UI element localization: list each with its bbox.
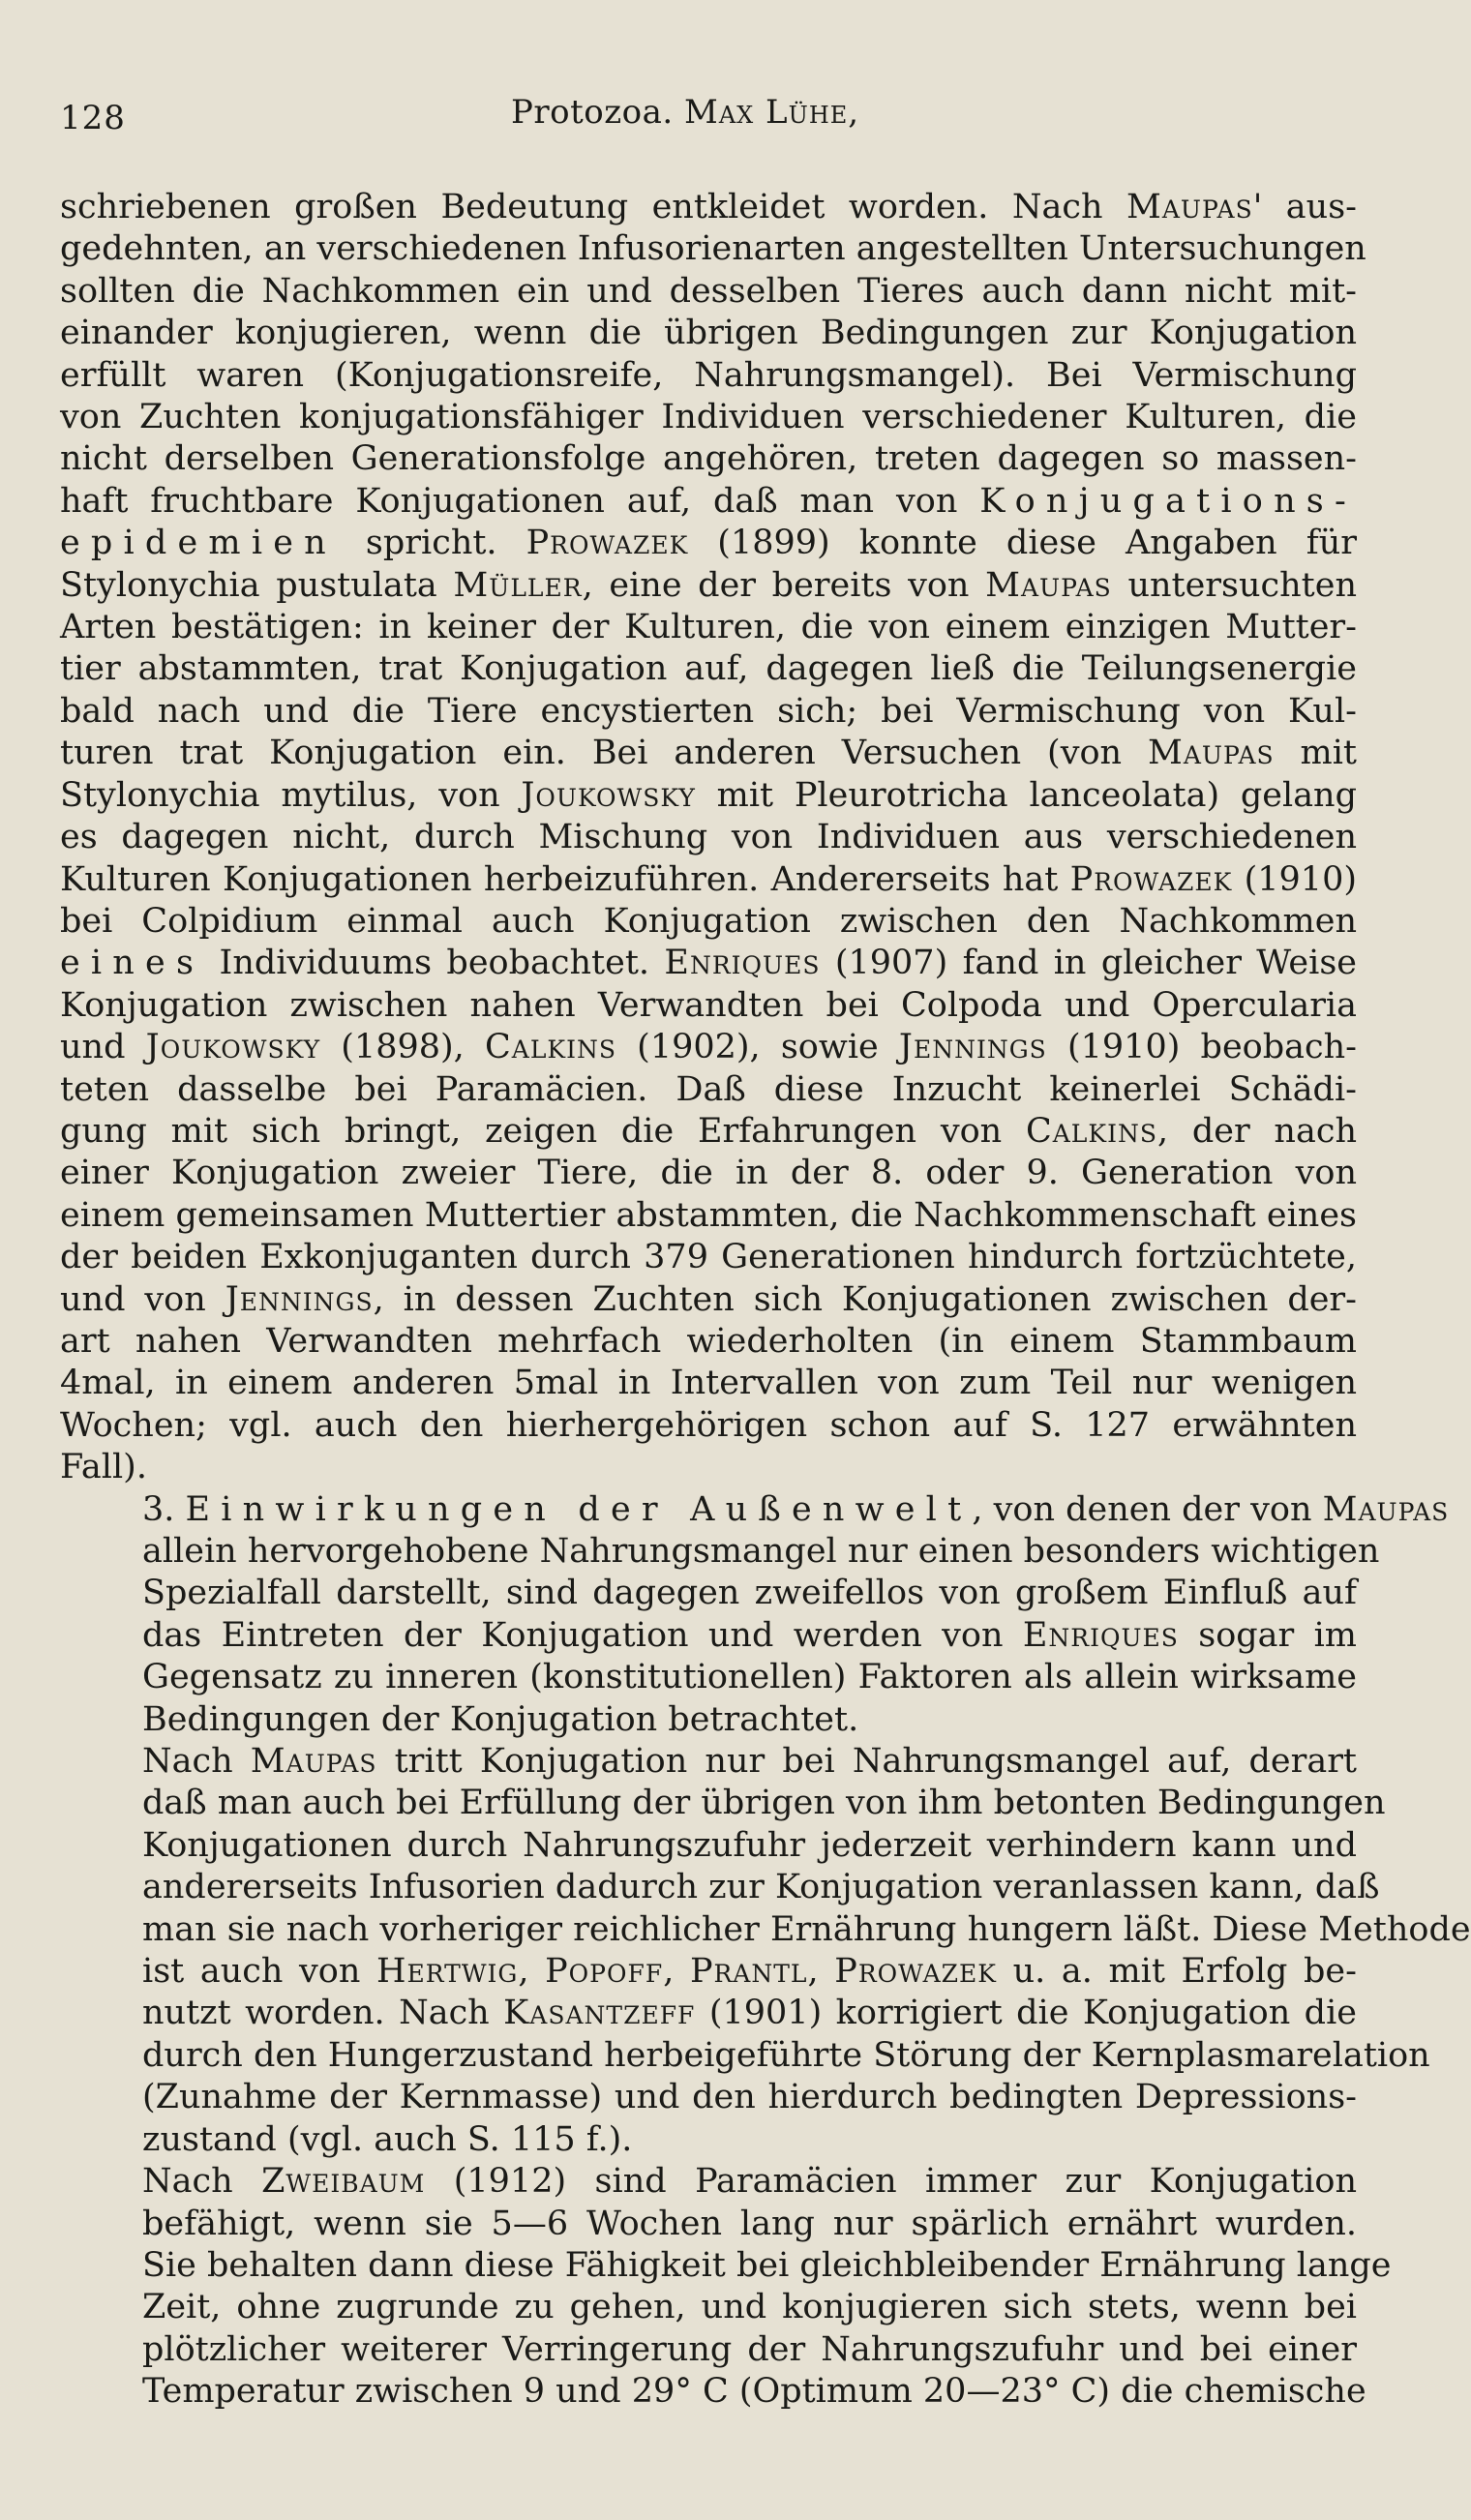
text-run: zustand (vgl. auch S. 115 f.). <box>142 2119 633 2159</box>
text-run: mit <box>1274 734 1357 773</box>
text-run: daß man auch bei Erfüllung der übrigen von ihm betonten Bedingungen <box>142 1784 1386 1823</box>
section-title: Protozoa. <box>511 93 674 132</box>
author-citation: Zweibaum <box>261 2162 426 2202</box>
text-run: sollten die Nachkommen ein und desselben Tieres auch dann nicht mit- <box>60 271 1357 311</box>
text-line <box>60 2161 1357 2203</box>
text-run: man sie nach vorheriger reichlicher Ernährung hungern läßt. Diese Methode <box>142 1909 1471 1949</box>
text-run: , der nach <box>1156 1111 1357 1151</box>
text-line <box>60 985 1357 1027</box>
text-run: haft fruchtbare Konjugationen auf, daß man von <box>60 481 980 521</box>
text-line <box>60 1657 1357 1698</box>
author-citation: Prowazek <box>525 524 689 563</box>
text-run: art nahen Verwandten mehrfach wiederholten (in einem Stammbaum <box>60 1321 1357 1361</box>
text-run: , <box>518 1952 546 1992</box>
text-run: (Zunahme der Kernmasse) und den hierdurch bedingten Depressions- <box>142 2078 1357 2117</box>
text-run: untersuchten <box>1111 565 1357 605</box>
text-line <box>60 1951 1357 1993</box>
text-line <box>60 607 1357 648</box>
text-run: u. a. mit Erfolg be- <box>996 1952 1357 1992</box>
text-run: (1912) sind Paramäcien immer zur Konjugation <box>425 2162 1358 2202</box>
text-line <box>60 2035 1430 2077</box>
text-run: erfüllt waren (Konjugationsreife, Nahrungsmangel). Bei Vermischung <box>60 355 1357 395</box>
text-line <box>60 1573 1357 1614</box>
text-run: bald nach und die Tiere encystierten sich; bei Vermischung von Kul- <box>60 691 1357 731</box>
author-citation: Jennings <box>225 1279 374 1319</box>
text-run: Wochen; vgl. auch den hierhergehörigen schon auf S. 127 erwähnten <box>60 1405 1357 1445</box>
text-run: Sie behalten dann diese Fähigkeit bei gleichbleibender Ernährung lange <box>142 2245 1392 2285</box>
text-run: plötzlicher weiterer Verringerung der Nahrungszufuhr und bei einer <box>142 2329 1357 2369</box>
text-run: , <box>807 1952 835 1992</box>
text-run: , eine der bereits von <box>582 565 986 605</box>
text-run: turen trat Konjugation ein. Bei anderen Versuchen (von <box>60 734 1148 773</box>
text-line <box>60 1405 1357 1447</box>
text-line <box>60 1153 1357 1194</box>
text-run: (1910) beobach- <box>1046 1028 1357 1067</box>
text-line <box>60 1531 1380 1573</box>
text-run: Konjugation zwischen nahen Verwandten bei Colpoda und Opercularia <box>60 985 1357 1025</box>
author-citation: Maupas <box>250 1742 377 1782</box>
text-run: Zeit, ohne zugrunde zu gehen, und konjugieren sich stets, wenn bei <box>142 2288 1357 2327</box>
text-run: einem gemeinsamen Muttertier abstammten, die Nachkommenschaft eines <box>60 1195 1357 1235</box>
author-citation: Maupas <box>1322 1489 1450 1529</box>
text-run: schriebenen großen Bedeutung entkleidet worden. Nach <box>60 188 1127 226</box>
author-citation: Joukowsky <box>145 1028 321 1067</box>
text-line <box>60 355 1357 397</box>
text-run: einander konjugieren, wenn die übrigen Bedingungen zur Konjugation <box>60 314 1357 353</box>
paragraph <box>60 2161 1392 2413</box>
text-run: Fall). <box>60 1448 147 1487</box>
text-run: allein hervorgehobene Nahrungsmangel nur einen besonders wichtigen <box>142 1532 1380 1571</box>
author-citation: Enriques <box>664 944 821 983</box>
text-line <box>60 1783 1386 1824</box>
text-line <box>60 481 1357 523</box>
text-line <box>60 271 1357 313</box>
text-line <box>60 943 1357 984</box>
text-run: es dagegen nicht, durch Mischung von Individuen aus verschiedenen <box>60 818 1357 857</box>
text-run: Individuums beobachtet. <box>204 944 665 983</box>
author-citation: Calkins <box>484 1028 616 1067</box>
text-line <box>60 2287 1357 2328</box>
text-line <box>60 1111 1357 1153</box>
text-line <box>60 187 1357 228</box>
text-run: (1902), sowie <box>615 1028 899 1067</box>
text-run: Spezialfall darstellt, sind dagegen zweifellos von großem Einfluß auf <box>142 1574 1357 1613</box>
text-line <box>60 2371 1366 2413</box>
emphasis-spaced: epidemien <box>60 524 337 563</box>
text-run: ist auch von <box>142 1952 376 1992</box>
text-line <box>60 859 1357 901</box>
author-name: Max Lühe, <box>684 93 860 132</box>
text-line <box>60 1321 1357 1363</box>
text-run: durch den Hungerzustand herbeigeführte Störung der Kernplasmarelation <box>142 2035 1430 2075</box>
text-run: Kulturen Konjugationen herbeizuführen. Andererseits hat <box>60 859 1070 899</box>
text-line <box>60 1615 1357 1657</box>
text-line <box>60 1195 1357 1237</box>
text-line <box>60 1279 1357 1321</box>
text-line <box>60 817 1357 858</box>
text-run: Nach <box>142 2162 262 2202</box>
text-line <box>60 523 1357 564</box>
text-line <box>60 2245 1392 2287</box>
paragraph <box>60 187 1366 1489</box>
text-run: andererseits Infusorien dadurch zur Konjugation veranlassen kann, daß <box>142 1868 1380 1907</box>
text-line <box>60 2119 1357 2161</box>
text-run: nutzt worden. Nach <box>142 1994 504 2033</box>
text-line <box>60 2204 1357 2245</box>
text-run: von Zuchten konjugationsfähiger Individuen verschiedener Kulturen, die <box>60 398 1357 437</box>
emphasis-spaced: eines <box>60 944 205 983</box>
text-run: gedehnten, an verschiedenen Infusorienarten angestellten Untersuchungen <box>60 229 1366 269</box>
author-citation: Maupas <box>985 565 1112 605</box>
text-run: spricht. <box>336 524 526 563</box>
text-run: Temperatur zwischen 9 und 29° C (Optimum 20—23° C) die chemische <box>142 2372 1366 2412</box>
text-line <box>60 1993 1357 2034</box>
text-line <box>60 1489 1450 1531</box>
text-run: , von denen der von <box>972 1489 1323 1529</box>
text-run: teten dasselbe bei Paramäcien. Daß diese Inzucht keinerlei Schädi- <box>60 1069 1357 1109</box>
author-citation: Enriques <box>1022 1615 1179 1655</box>
text-line <box>60 1909 1471 1951</box>
text-run: (1898), <box>320 1028 485 1067</box>
text-run: 4mal, in einem anderen 5mal in Intervallen von zum Teil nur wenigen <box>60 1364 1357 1403</box>
text-line <box>60 313 1357 354</box>
text-run: sogar im <box>1178 1615 1357 1655</box>
text-run: tier abstammten, trat Konjugation auf, dagegen ließ die Teilungsenergie <box>60 649 1357 689</box>
author-citation: Prantl <box>689 1952 808 1992</box>
text-run: befähigt, wenn sie 5—6 Wochen lang nur spärlich ernährt wurden. <box>142 2204 1357 2243</box>
text-run: nicht derselben Generationsfolge angehören, treten dagegen so massen- <box>60 439 1357 479</box>
author-citation: Kasantzeff <box>503 1994 696 2033</box>
text-line <box>60 1867 1380 1908</box>
author-citation: Hertwig <box>376 1952 519 1992</box>
text-line <box>60 733 1357 774</box>
text-line <box>60 1699 1357 1741</box>
body-text <box>60 187 1471 2414</box>
text-run: Bedingungen der Konjugation betrachtet. <box>142 1699 859 1739</box>
author-citation: Maupas <box>1147 734 1275 773</box>
author-citation: Popoff <box>545 1952 664 1992</box>
text-run: der beiden Exkonjuganten durch 379 Generationen hindurch fortzüchtete, <box>60 1238 1357 1277</box>
text-run: Arten bestätigen: in keiner der Kulturen, die von einem einzigen Mutter- <box>60 608 1357 647</box>
running-head <box>60 85 1357 143</box>
author-citation: Calkins <box>1025 1111 1157 1151</box>
text-line <box>60 397 1357 438</box>
text-run: bei Colpidium einmal auch Konjugation zwischen den Nachkommen <box>60 901 1357 941</box>
text-line <box>60 901 1357 943</box>
running-title <box>511 93 859 132</box>
text-run: Gegensatz zu inneren (konstitutionellen) Faktoren als allein wirksame <box>142 1658 1357 1697</box>
paragraph <box>60 1489 1450 1741</box>
text-line <box>60 1069 1357 1111</box>
author-citation: Joukowsky <box>521 775 696 815</box>
paragraph <box>60 1741 1471 2161</box>
text-run: und von <box>60 1279 225 1319</box>
text-run: und <box>60 1028 146 1067</box>
text-run: (1901) korrigiert die Konjugation die <box>695 1994 1357 2033</box>
text-line <box>60 438 1357 480</box>
text-run: Stylonychia pustulata <box>60 565 454 605</box>
text-line <box>60 1237 1357 1278</box>
text-run: (1907) fand in gleicher Weise <box>820 944 1357 983</box>
text-run: , in dessen Zuchten sich Konjugationen zwischen der- <box>373 1279 1357 1319</box>
text-line <box>60 1825 1357 1867</box>
text-run: einer Konjugation zweier Tiere, die in der 8. oder 9. Generation von <box>60 1154 1357 1193</box>
author-citation: Jennings <box>898 1028 1047 1067</box>
author-citation: Prowazek <box>834 1952 997 1992</box>
text-line <box>60 1447 1357 1488</box>
author-citation: Maupas <box>1126 188 1253 226</box>
emphasis-spaced: Einwirkungen der Außenwelt <box>185 1489 973 1529</box>
text-line <box>60 775 1357 817</box>
text-run: gung mit sich bringt, zeigen die Erfahrungen von <box>60 1111 1026 1151</box>
text-line <box>60 1363 1357 1404</box>
text-run: ' aus- <box>1252 188 1358 226</box>
text-run: das Eintreten der Konjugation und werden von <box>142 1615 1023 1655</box>
emphasis-spaced: Konjugations- <box>979 481 1357 521</box>
text-line <box>60 691 1357 733</box>
text-run: (1910) <box>1232 859 1357 899</box>
text-line <box>60 648 1357 690</box>
text-line <box>60 1027 1357 1068</box>
text-run: 3. <box>142 1489 186 1529</box>
text-run: , <box>663 1952 690 1992</box>
text-run: Konjugationen durch Nahrungszufuhr jederzeit verhindern kann und <box>142 1825 1357 1865</box>
author-citation: Müller <box>453 565 583 605</box>
text-run: mit Pleurotricha lanceolata) gelang <box>695 775 1358 815</box>
text-run: Stylonychia mytilus, von <box>60 775 522 815</box>
text-run: (1899) konnte diese Angaben für <box>688 524 1357 563</box>
text-run: Nach <box>142 1742 251 1782</box>
text-line <box>60 1741 1357 1783</box>
text-line <box>60 2329 1357 2371</box>
author-citation: Prowazek <box>1069 859 1233 899</box>
text-line <box>60 565 1357 607</box>
page-number: 128 <box>60 99 126 137</box>
text-run: tritt Konjugation nur bei Nahrungsmangel auf, derart <box>376 1742 1358 1782</box>
text-line <box>60 2077 1357 2118</box>
text-line <box>60 228 1366 270</box>
